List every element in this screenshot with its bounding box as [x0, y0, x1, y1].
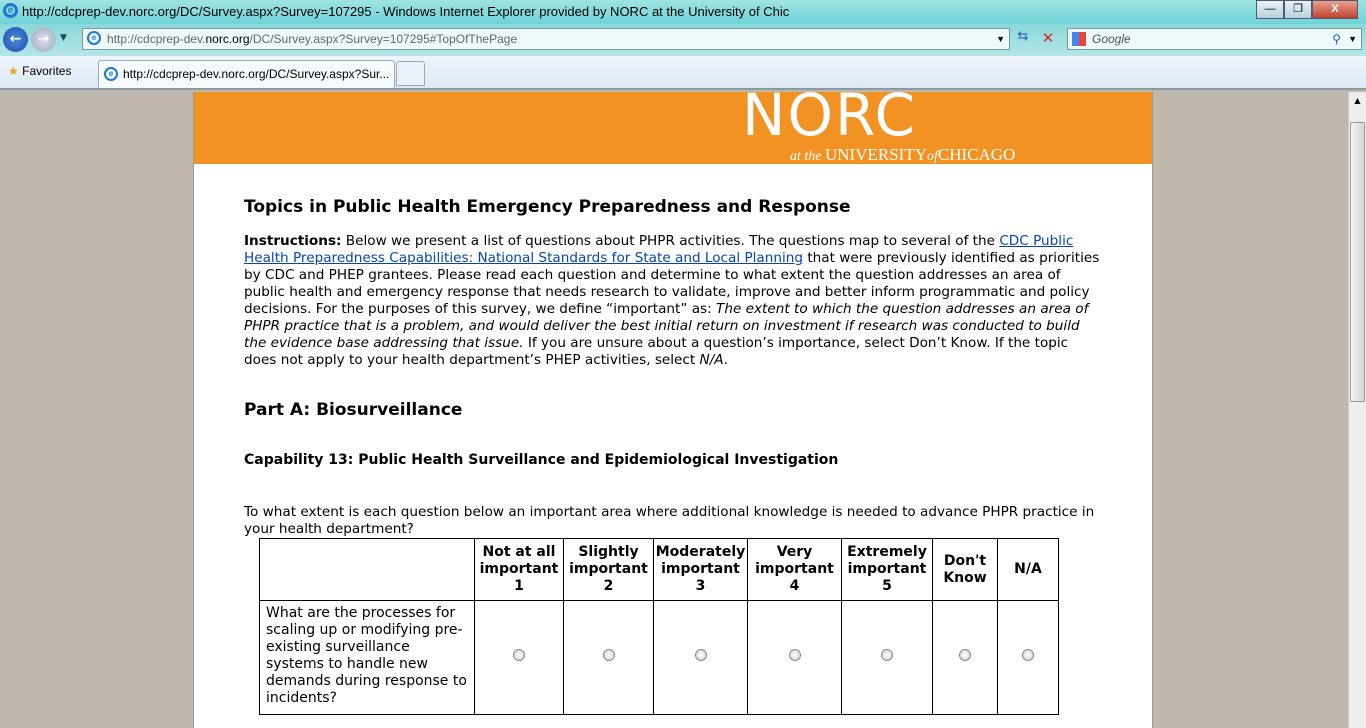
url-domain: norc.org — [205, 32, 250, 46]
capabilities-link[interactable]: CDC Public Health Preparedness Capabilities: National Standards for State and Local Planning — [244, 233, 1074, 266]
norc-logo: NORC — [742, 92, 917, 149]
title-bar — [0, 0, 1366, 24]
url-suffix: /DC/Survey.aspx?Survey=107295#TopOfThePage — [249, 32, 518, 46]
window-title: http://cdcprep-dev.norc.org/DC/Survey.aspx?Survey=107295 - Windows Internet Explorer provided by NORC at the University of Chic — [22, 4, 790, 19]
page-title: Topics in Public Health Emergency Preparedness and Response — [244, 197, 851, 217]
tab-ie-icon: e — [104, 67, 118, 81]
col-header: Moderately important 3 — [654, 539, 748, 601]
university-logo-text: at the UNIVERSITYofCHICAGO — [790, 145, 1016, 164]
tab-title: http://cdcprep-dev.norc.org/DC/Survey.aspx?Sur... — [123, 67, 390, 81]
stop-icon[interactable]: ✕ — [1041, 29, 1055, 47]
radio-dont-know[interactable] — [959, 649, 971, 661]
restore-button[interactable]: ❐ — [1284, 0, 1312, 19]
navigation-bar — [0, 24, 1366, 56]
instructions: Instructions: Below we present a list of questions about PHPR activities. The questions map to several of the CDC Public Health Preparedness Capabilities: National Standards for State and Local Planning that were previously identified as priorities by CDC and PHEP grantees. Please read each question and determine to what extent the question addresses an area of public health and emergency response that needs research to validate, improve and better inform programmatic and policy decisions. For the purposes of this survey, we define “important” as: The extent to which the question addresses an area of PHPR practice that is a problem, and would deliver the best initial return on investment if research was conducted to build the evidence base addressing that issue. If you are unsure about a question’s importance, select Don’t Know. If the topic does not apply to your health department’s PHEP activities, select N/A. — [244, 233, 1100, 368]
table-header — [260, 539, 1059, 601]
radio-extremely[interactable] — [881, 649, 893, 661]
col-header: Don't Know — [933, 539, 998, 601]
url-prefix: http://cdcprep-dev. — [107, 32, 206, 46]
history-dropdown-icon[interactable]: ▼ — [60, 33, 67, 43]
col-header: Not at all important 1 — [475, 539, 564, 601]
radio-slightly[interactable] — [603, 649, 615, 661]
question-text: What are the processes for scaling up or modifying pre-existing surveillance systems to handle new demands during response to incidents? — [260, 601, 475, 715]
address-bar[interactable] — [82, 28, 1010, 50]
page-icon: e — [87, 31, 101, 45]
col-header: N/A — [998, 539, 1059, 601]
rating-table — [259, 538, 1059, 715]
question-intro: To what extent is each question below an important area where additional knowledge is needed to advance PHPR practice in your health department? — [244, 504, 1095, 537]
capability-heading: Capability 13: Public Health Surveillance and Epidemiological Investigation — [244, 452, 839, 468]
search-placeholder: Google — [1092, 32, 1131, 46]
favorites-label: Favorites — [22, 64, 72, 78]
search-options-icon[interactable]: ▼ — [1348, 34, 1357, 44]
table-row — [260, 601, 1059, 715]
col-header: Extremely important 5 — [842, 539, 933, 601]
ie-icon: e — [3, 3, 18, 18]
new-tab-button[interactable] — [396, 61, 425, 86]
radio-not-at-all[interactable] — [513, 649, 525, 661]
search-input[interactable] — [1067, 28, 1362, 50]
refresh-icon[interactable]: ⇆ — [1017, 29, 1029, 44]
google-icon — [1072, 32, 1086, 46]
radio-very[interactable] — [789, 649, 801, 661]
vertical-scrollbar[interactable] — [1348, 92, 1366, 728]
col-header: Slightly important 2 — [564, 539, 654, 601]
col-header: Very important 4 — [748, 539, 842, 601]
address-dropdown-icon[interactable]: ▼ — [996, 34, 1005, 44]
back-button[interactable]: ← — [3, 27, 28, 52]
scrollbar-thumb[interactable] — [1350, 122, 1365, 402]
star-icon: ★ — [8, 64, 19, 78]
radio-moderately[interactable] — [695, 649, 707, 661]
browser-tab[interactable] — [98, 60, 395, 88]
search-icon[interactable]: ⚲ — [1332, 32, 1341, 46]
favorites-bar — [0, 56, 1366, 90]
forward-button[interactable]: → — [31, 27, 56, 52]
web-page — [193, 92, 1153, 728]
close-button[interactable]: X — [1312, 0, 1358, 19]
radio-na[interactable] — [1022, 649, 1034, 661]
minimize-button[interactable]: — — [1256, 0, 1284, 19]
favorites-button[interactable] — [8, 64, 71, 78]
scroll-up-icon[interactable]: ▲ — [1354, 96, 1361, 105]
norc-banner — [194, 92, 1152, 164]
part-heading: Part A: Biosurveillance — [244, 400, 463, 420]
